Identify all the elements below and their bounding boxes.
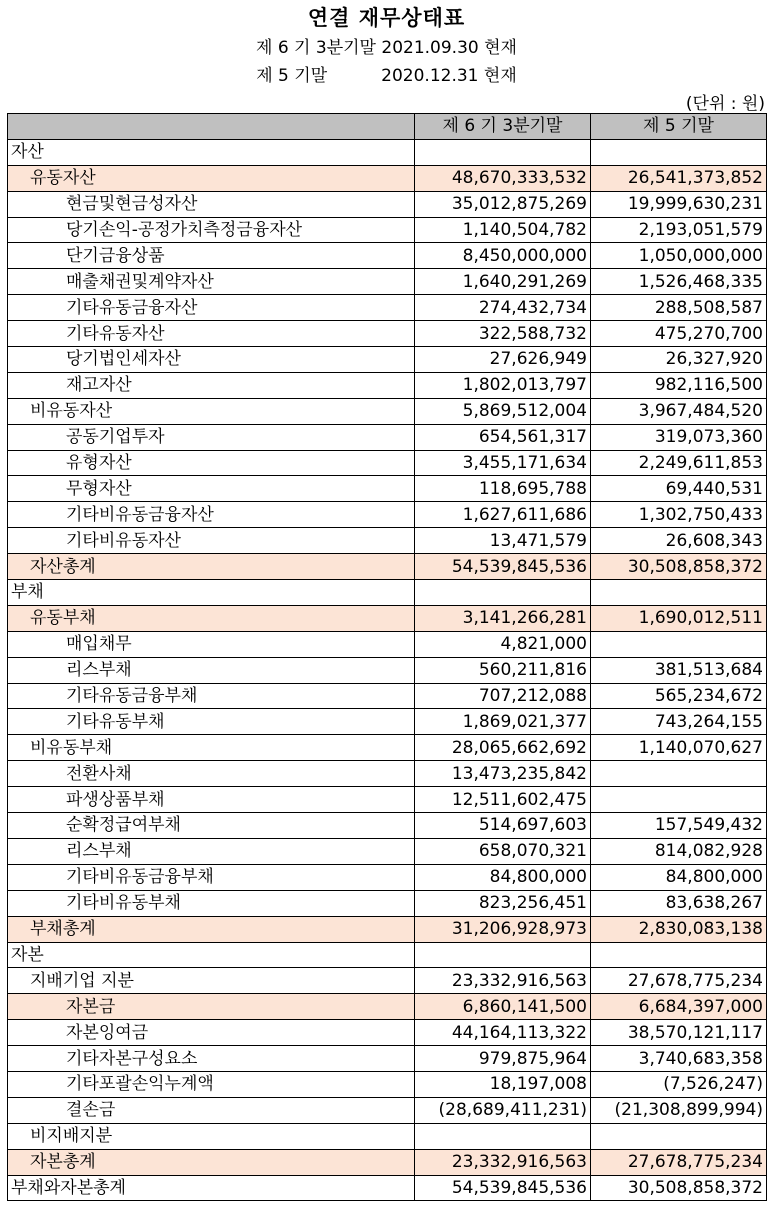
account-label: 기타포괄손익누계액 [8,1071,415,1097]
current-period-value: 658,070,321 [415,838,591,864]
table-row [8,321,767,347]
prior-period-value: 69,440,531 [591,476,767,502]
prior-period-value [591,139,767,165]
table-row [8,372,767,398]
prior-period-value: 1,050,000,000 [591,243,767,269]
prior-period-value: 3,740,683,358 [591,1046,767,1072]
account-label: 기타비유동자산 [8,528,415,554]
account-label: 부채총계 [8,916,415,942]
current-period-value: 274,432,734 [415,295,591,321]
account-label: 자본 [8,942,415,968]
prior-period-value: 19,999,630,231 [591,191,767,217]
table-row [8,657,767,683]
current-period-value: 654,561,317 [415,424,591,450]
current-period-value: 12,511,602,475 [415,787,591,813]
account-label: 파생상품부채 [8,787,415,813]
account-label: 기타유동부채 [8,709,415,735]
table-row [8,683,767,709]
column-header-current: 제 6 기 3분기말 [415,114,591,140]
account-label: 자본잉여금 [8,1020,415,1046]
table-row [8,243,767,269]
account-label: 기타비유동부채 [8,890,415,916]
table-row [8,605,767,631]
account-label: 유동자산 [8,165,415,191]
current-period-value: 35,012,875,269 [415,191,591,217]
prior-period-value: 27,678,775,234 [591,1149,767,1175]
prior-period-value: 565,234,672 [591,683,767,709]
table-row [8,502,767,528]
current-period-value: 6,860,141,500 [415,994,591,1020]
prior-period-value [591,1123,767,1149]
account-label: 무형자산 [8,476,415,502]
table-row [8,1149,767,1175]
page-title: 연결 재무상태표 [307,6,466,30]
prior-period-value: (21,308,899,994) [591,1097,767,1123]
current-period-value [415,139,591,165]
current-period-value: 28,065,662,692 [415,735,591,761]
account-label: 매출채권및계약자산 [8,269,415,295]
balance-sheet-table [7,113,767,1201]
account-label: 자본금 [8,994,415,1020]
table-row [8,347,767,373]
table-row [8,580,767,606]
current-period-value: 5,869,512,004 [415,398,591,424]
account-label: 재고자산 [8,372,415,398]
account-label: 공동기업투자 [8,424,415,450]
account-label: 당기손익-공정가치측정금융자산 [8,217,415,243]
table-row [8,735,767,761]
table-row [8,787,767,813]
account-label: 기타유동금융자산 [8,295,415,321]
prior-period-value: 2,830,083,138 [591,916,767,942]
prior-period-value: 157,549,432 [591,813,767,839]
table-row [8,295,767,321]
current-period-value: 13,473,235,842 [415,761,591,787]
table-row [8,709,767,735]
current-period-value: 18,197,008 [415,1071,591,1097]
current-period-value: 1,627,611,686 [415,502,591,528]
current-period-value [415,1123,591,1149]
table-row [8,554,767,580]
table-row [8,890,767,916]
current-period-value: 1,640,291,269 [415,269,591,295]
account-label: 기타비유동금융부채 [8,864,415,890]
current-period-value: 1,869,021,377 [415,709,591,735]
current-period-value: (28,689,411,231) [415,1097,591,1123]
account-label: 현금및현금성자산 [8,191,415,217]
current-period-value: 1,140,504,782 [415,217,591,243]
current-period-value: 54,539,845,536 [415,1175,591,1201]
table-row [8,994,767,1020]
account-label: 비유동자산 [8,398,415,424]
current-period-value: 707,212,088 [415,683,591,709]
prior-period-value: 1,526,468,335 [591,269,767,295]
account-label: 리스부채 [8,657,415,683]
current-period-value: 8,450,000,000 [415,243,591,269]
prior-period-value: 2,193,051,579 [591,217,767,243]
prior-period-value [591,761,767,787]
current-period-value: 48,670,333,532 [415,165,591,191]
prior-period-value [591,787,767,813]
current-period-value: 23,332,916,563 [415,1149,591,1175]
prior-period-value: 26,327,920 [591,347,767,373]
prior-period-value [591,942,767,968]
prior-period-value: 288,508,587 [591,295,767,321]
period-prior: 제 5 기말 2020.12.31 현재 [256,66,517,86]
prior-period-value: 84,800,000 [591,864,767,890]
current-period-value: 23,332,916,563 [415,968,591,994]
current-period-value: 13,471,579 [415,528,591,554]
account-label: 기타유동금융부채 [8,683,415,709]
table-row [8,398,767,424]
current-period-value: 4,821,000 [415,631,591,657]
account-label: 자산 [8,139,415,165]
current-period-value: 44,164,113,322 [415,1020,591,1046]
current-period-value [415,942,591,968]
current-period-value: 979,875,964 [415,1046,591,1072]
table-row [8,269,767,295]
current-period-value: 31,206,928,973 [415,916,591,942]
table-row [8,1020,767,1046]
prior-period-value: 1,690,012,511 [591,605,767,631]
prior-period-value: 319,073,360 [591,424,767,450]
table-row [8,476,767,502]
prior-period-value: 38,570,121,117 [591,1020,767,1046]
current-period-value: 3,455,171,634 [415,450,591,476]
current-period-value: 84,800,000 [415,864,591,890]
table-row [8,528,767,554]
unit-label: (단위 : 원) [685,94,765,114]
table-row [8,1175,767,1201]
account-label: 결손금 [8,1097,415,1123]
prior-period-value: 30,508,858,372 [591,1175,767,1201]
prior-period-value: 1,302,750,433 [591,502,767,528]
table-header-row [8,114,767,140]
prior-period-value: 982,116,500 [591,372,767,398]
account-label: 자본총계 [8,1149,415,1175]
prior-period-value: 475,270,700 [591,321,767,347]
current-period-value: 3,141,266,281 [415,605,591,631]
table-row [8,165,767,191]
prior-period-value: 3,967,484,520 [591,398,767,424]
prior-period-value: 83,638,267 [591,890,767,916]
account-label: 유형자산 [8,450,415,476]
account-label: 기타유동자산 [8,321,415,347]
prior-period-value: 743,264,155 [591,709,767,735]
current-period-value: 118,695,788 [415,476,591,502]
table-row [8,139,767,165]
table-row [8,217,767,243]
current-period-value [415,580,591,606]
table-row [8,968,767,994]
prior-period-value [591,580,767,606]
current-period-value: 560,211,816 [415,657,591,683]
table-row [8,864,767,890]
prior-period-value [591,631,767,657]
table-row [8,838,767,864]
account-label: 자산총계 [8,554,415,580]
account-label: 유동부채 [8,605,415,631]
prior-period-value: 1,140,070,627 [591,735,767,761]
table-row [8,813,767,839]
account-label: 전환사채 [8,761,415,787]
current-period-value: 27,626,949 [415,347,591,373]
prior-period-value: 6,684,397,000 [591,994,767,1020]
account-label: 기타비유동금융자산 [8,502,415,528]
account-label: 부채와자본총계 [8,1175,415,1201]
prior-period-value: (7,526,247) [591,1071,767,1097]
table-row [8,1097,767,1123]
account-label: 지배기업 지분 [8,968,415,994]
table-row [8,942,767,968]
prior-period-value: 2,249,611,853 [591,450,767,476]
account-label: 비지배지분 [8,1123,415,1149]
account-label: 당기법인세자산 [8,347,415,373]
column-header-account [8,114,415,140]
column-header-prior: 제 5 기말 [591,114,767,140]
account-label: 단기금융상품 [8,243,415,269]
table-row [8,1046,767,1072]
prior-period-value: 814,082,928 [591,838,767,864]
prior-period-value: 26,541,373,852 [591,165,767,191]
account-label: 리스부채 [8,838,415,864]
table-row [8,1123,767,1149]
current-period-value: 823,256,451 [415,890,591,916]
prior-period-value: 26,608,343 [591,528,767,554]
prior-period-value: 381,513,684 [591,657,767,683]
table-row [8,424,767,450]
table-body [8,139,767,1201]
current-period-value: 514,697,603 [415,813,591,839]
current-period-value: 322,588,732 [415,321,591,347]
table-row [8,761,767,787]
account-label: 순확정급여부채 [8,813,415,839]
current-period-value: 1,802,013,797 [415,372,591,398]
table-row [8,916,767,942]
account-label: 비유동부채 [8,735,415,761]
account-label: 매입채무 [8,631,415,657]
table-row [8,631,767,657]
prior-period-value: 30,508,858,372 [591,554,767,580]
table-row [8,191,767,217]
table-row [8,1071,767,1097]
table-row [8,450,767,476]
account-label: 부채 [8,580,415,606]
period-current: 제 6 기 3분기말 2021.09.30 현재 [256,38,517,58]
account-label: 기타자본구성요소 [8,1046,415,1072]
prior-period-value: 27,678,775,234 [591,968,767,994]
current-period-value: 54,539,845,536 [415,554,591,580]
